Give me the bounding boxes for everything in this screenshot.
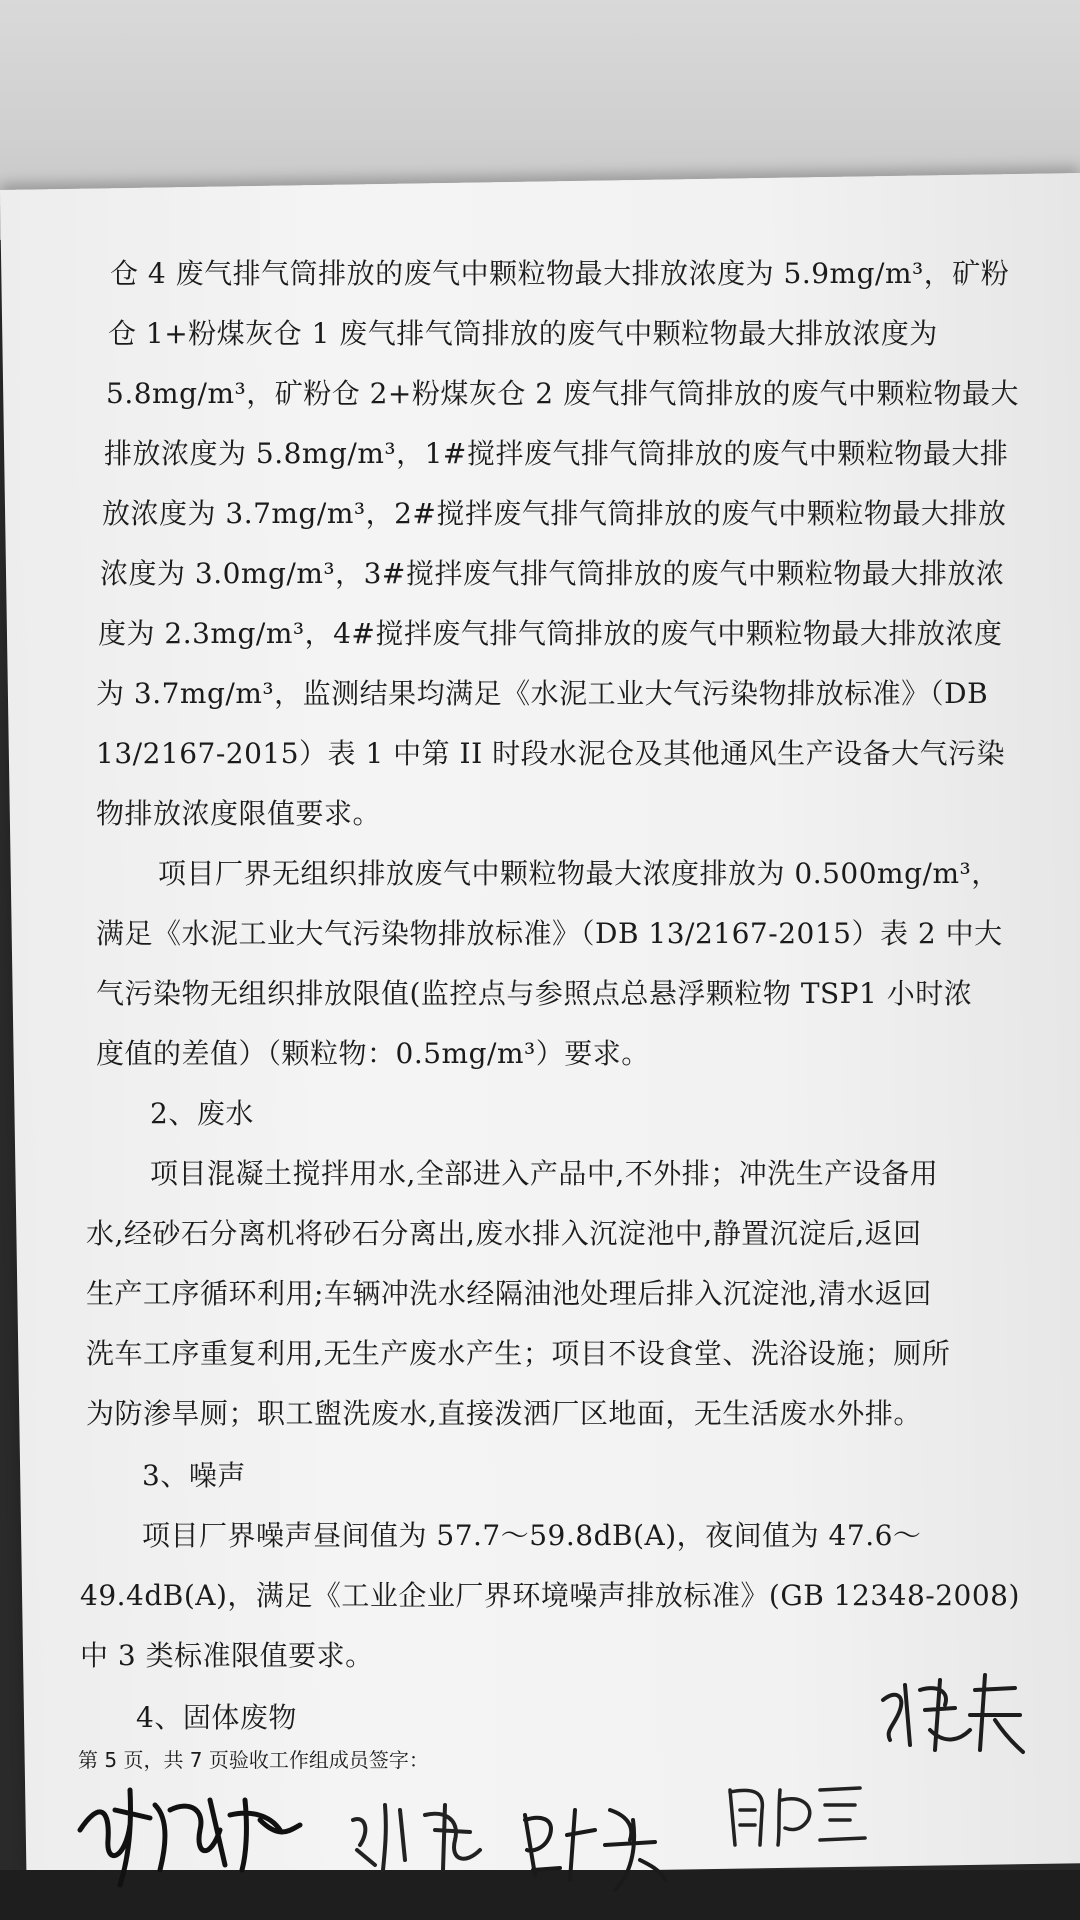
text-line: 浓度为 3.0mg/m³，3#搅拌废气排气筒排放的废气中颗粒物最大排放浓 xyxy=(100,557,1005,590)
text-line: 度值的差值）（颗粒物：0.5mg/m³）要求。 xyxy=(96,1037,650,1070)
text-line: 洗车工序重复利用,无生产废水产生；项目不设食堂、洗浴设施；厕所 xyxy=(86,1337,951,1370)
signature-4 xyxy=(720,1770,870,1860)
text-line: 放浓度为 3.7mg/m³，2#搅拌废气排气筒排放的废气中颗粒物最大排放 xyxy=(102,497,1007,530)
text-line: 度为 2.3mg/m³，4#搅拌废气排气筒排放的废气中颗粒物最大排放浓度 xyxy=(98,617,1003,650)
text-line: 仓 1+粉煤灰仓 1 废气排气筒排放的废气中颗粒物最大排放浓度为 xyxy=(108,317,938,350)
text-line: 气污染物无组织排放限值(监控点与参照点总悬浮颗粒物 TSP1 小时浓 xyxy=(96,977,973,1010)
text-line: 13/2167-2015）表 1 中第 II 时段水泥仓及其他通风生产设备大气污染 xyxy=(96,737,1006,770)
text-line: 为 3.7mg/m³，监测结果均满足《水泥工业大气污染物排放标准》（DB xyxy=(96,677,989,710)
text-line: 中 3 类标准限值要求。 xyxy=(80,1639,374,1672)
signature-1 xyxy=(70,1770,310,1890)
text-line: 生产工序循环利用;车辆冲洗水经隔油池处理后排入沉淀池,清水返回 xyxy=(86,1277,932,1310)
text-line: 满足《水泥工业大气污染物排放标准》（DB 13/2167-2015）表 2 中大 xyxy=(96,917,1003,950)
page-footer: 第 5 页，共 7 页验收工作组成员签字： xyxy=(78,1748,429,1772)
text-line: 仓 4 废气排气筒排放的废气中颗粒物最大排放浓度为 5.9mg/m³，矿粉 xyxy=(110,257,1010,290)
text-line: 5.8mg/m³，矿粉仓 2+粉煤灰仓 2 废气排气筒排放的废气中颗粒物最大 xyxy=(106,377,1020,410)
text-line: 项目混凝土搅拌用水,全部进入产品中,不外排；冲洗生产设备用 xyxy=(150,1157,939,1190)
signature-3 xyxy=(515,1790,675,1900)
text-line: 为防渗旱厕；职工盥洗废水,直接泼洒厂区地面，无生活废水外排。 xyxy=(86,1397,922,1430)
signature-5 xyxy=(875,1660,1025,1770)
text-line: 排放浓度为 5.8mg/m³，1#搅拌废气排气筒排放的废气中颗粒物最大排 xyxy=(104,437,1009,470)
text-line: 物排放浓度限值要求。 xyxy=(96,797,382,830)
signature-2 xyxy=(345,1790,495,1880)
text-line: 项目厂界无组织排放废气中颗粒物最大浓度排放为 0.500mg/m³， xyxy=(158,857,1000,890)
text-line: 49.4dB(A)，满足《工业企业厂界环境噪声排放标准》(GB 12348-2008) xyxy=(80,1579,1020,1612)
section-heading: 4、固体废物 xyxy=(136,1701,297,1734)
text-line: 水,经砂石分离机将砂石分离出,废水排入沉淀池中,静置沉淀后,返回 xyxy=(86,1217,922,1250)
section-heading: 3、噪声 xyxy=(142,1459,246,1492)
section-heading: 2、废水 xyxy=(150,1097,254,1130)
text-line: 项目厂界噪声昼间值为 57.7～59.8dB(A)，夜间值为 47.6～ xyxy=(142,1519,922,1552)
